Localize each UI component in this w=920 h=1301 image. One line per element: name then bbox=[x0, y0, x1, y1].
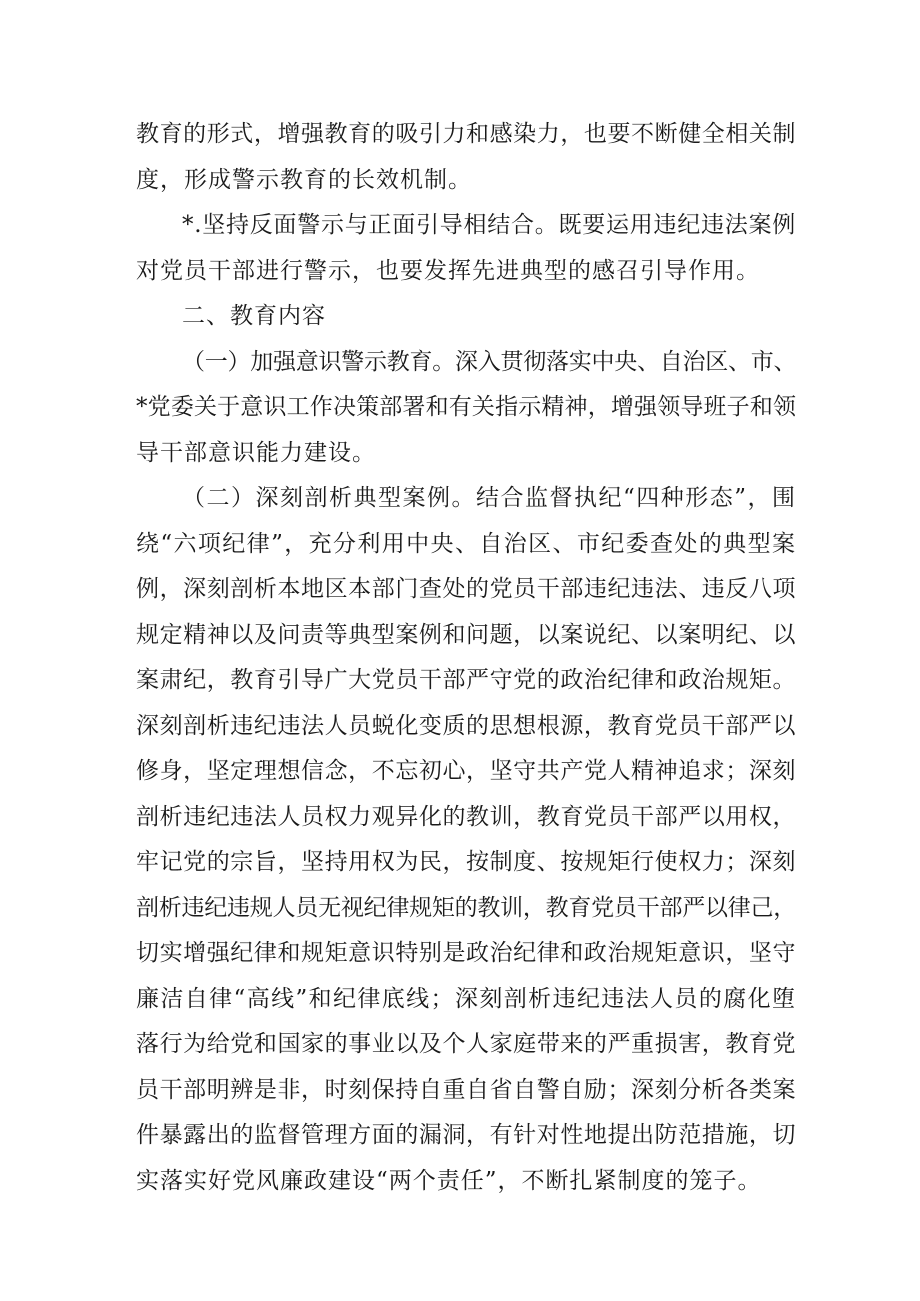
text-line: 落行为给党和国家的事业以及个人家庭带来的严重损害，教育党 bbox=[136, 1031, 796, 1057]
text-line: 员干部明辨是非，时刻保持自重自省自警自励；深刻分析各类案 bbox=[136, 1076, 796, 1103]
text-line: 实落实好党风廉政建设“两个责任”，不断扎紧制度的笼子。 bbox=[136, 1167, 762, 1194]
text-line: 剖析违纪违规人员无视纪律规矩的教训，教育党员干部严以律己， bbox=[136, 894, 796, 921]
text-line: 导干部意识能力建设。 bbox=[136, 439, 376, 466]
text-line: *党委关于意识工作决策部署和有关指示精神，增强领导班子和领 bbox=[136, 394, 796, 420]
text-line: （一）加强意识警示教育。深入贯彻落实中央、自治区、市、 bbox=[182, 348, 796, 375]
document-body bbox=[136, 112, 796, 1204]
text-line: 教育的形式，增强教育的吸引力和感染力，也要不断健全相关制 bbox=[136, 121, 796, 147]
text-line: 件暴露出的监督管理方面的漏洞，有针对性地提出防范措施，切 bbox=[136, 1122, 796, 1148]
text-line: 度，形成警示教育的长效机制。 bbox=[136, 166, 472, 193]
text-line: *.坚持反面警示与正面引导相结合。既要运用违纪违法案例 bbox=[182, 212, 796, 238]
text-line: 深刻剖析违纪违法人员蜕化变质的思想根源，教育党员干部严以 bbox=[136, 712, 796, 739]
text-line: 对党员干部进行警示，也要发挥先进典型的感召引导作用。 bbox=[136, 257, 760, 284]
text-line: 修身，坚定理想信念，不忘初心，坚守共产党人精神追求；深刻 bbox=[136, 758, 796, 784]
text-line: 二、教育内容 bbox=[182, 303, 326, 329]
text-line: 绕“六项纪律”，充分利用中央、自治区、市纪委查处的典型案 bbox=[136, 530, 796, 557]
text-line: 案肃纪，教育引导广大党员干部严守党的政治纪律和政治规矩。 bbox=[136, 667, 796, 693]
text-line: 廉洁自律“高线”和纪律底线；深刻剖析违纪违法人员的腐化堕 bbox=[136, 985, 796, 1012]
text-line: 规定精神以及问责等典型案例和问题，以案说纪、以案明纪、以 bbox=[136, 621, 796, 648]
text-line: 剖析违纪违法人员权力观异化的教训，教育党员干部严以用权， bbox=[136, 803, 796, 830]
text-line: 切实增强纪律和规矩意识特别是政治纪律和政治规矩意识，坚守 bbox=[136, 940, 796, 966]
text-line: 例，深刻剖析本地区本部门查处的党员干部违纪违法、违反八项 bbox=[136, 576, 796, 602]
text-line: （二）深刻剖析典型案例。结合监督执纪“四种形态”，围 bbox=[182, 485, 796, 511]
text-line: 牢记党的宗旨，坚持用权为民，按制度、按规矩行使权力；深刻 bbox=[136, 849, 796, 875]
